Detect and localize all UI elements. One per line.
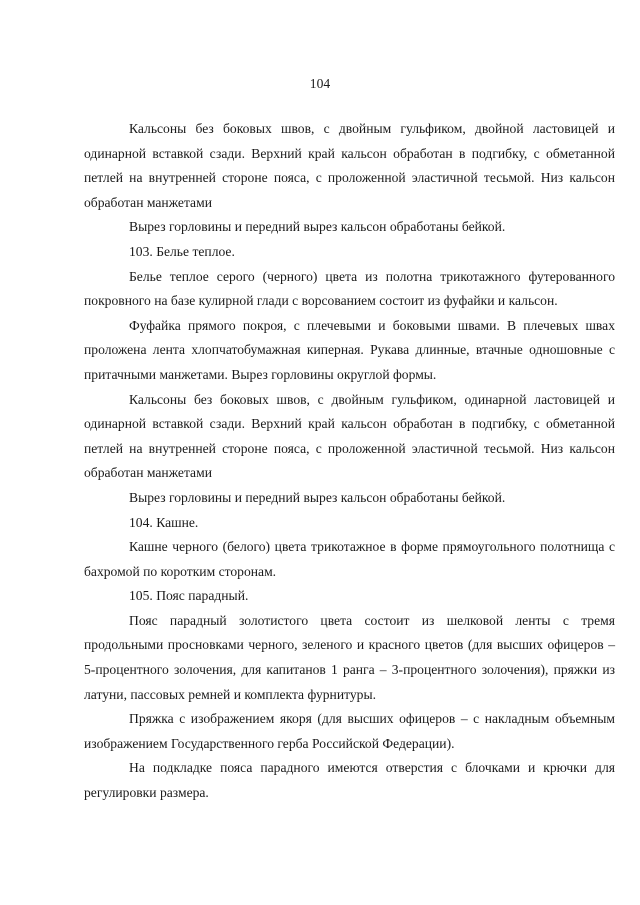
page-number: 104 [309,76,331,91]
body-text [84,117,615,806]
paragraph-underpants-description-1: Кальсоны без боковых швов, с двойным гульфиком, двойной ластовицей и одинарной вставкой сзади. Верхний край кальсон обработан в подгибку, с обметанной петлей на внутренней стороне пояса, с проложенной эластичной тесьмой. Низ кальсон обработан манжетами [84,121,615,210]
paragraph-undershirt: Фуфайка прямого покроя, с плечевыми и боковыми швами. В плечевых швах проложена лента хлопчатобумажная киперная. Рукава длинные, втачные одношовные с притачными манжетами. Вырез горловины округлой формы. [84,317,615,382]
paragraph-underpants-description-2: Кальсоны без боковых швов, с двойным гульфиком, одинарной ластовицей и одинарной вставкой сзади. Верхний край кальсон обработан в подгибку, с обметанной петлей на внутренней стороне пояса, с проложенной эластичной тесьмой. Низ кальсон обработан манжетами [84,391,615,481]
paragraph-parade-belt: Пояс парадный золотистого цвета состоит из шелковой ленты с тремя продольными просновками черного, зеленого и красного цветов (для высших офицеров – 5-процентного золочения, для капитанов 1 ранга – 3-процентного золочения), пряжки из латуни, пассовых ремней и комплекта фурнитуры. [84,612,615,702]
paragraph-belt-lining: На подкладке пояса парадного имеются отверстия с блочками и крючки для регулировки размера. [84,760,615,801]
paragraph-scarf: Кашне черного (белого) цвета трикотажное в форме прямоугольного полотнища с бахромой по коротким сторонам. [84,539,615,579]
section-heading-105: 105. Пояс парадный. [129,588,249,604]
paragraph-neckline-note-2: Вырез горловины и передний вырез кальсон обработаны бейкой. [129,489,506,505]
section-heading-104: 104. Кашне. [129,514,199,530]
section-heading-103: 103. Белье теплое. [129,243,235,259]
paragraph-neckline-note-1: Вырез горловины и передний вырез кальсон обработаны бейкой. [129,219,506,235]
paragraph-warm-underwear: Белье теплое серого (черного) цвета из полотна трикотажного футерованного покровного на базе кулирной глади с ворсованием состоит из фуфайки и кальсон. [84,268,615,309]
paragraph-buckle: Пряжка с изображением якоря (для высших офицеров – с накладным объемным изображением Государственного герба Российской Федерации). [84,711,615,751]
